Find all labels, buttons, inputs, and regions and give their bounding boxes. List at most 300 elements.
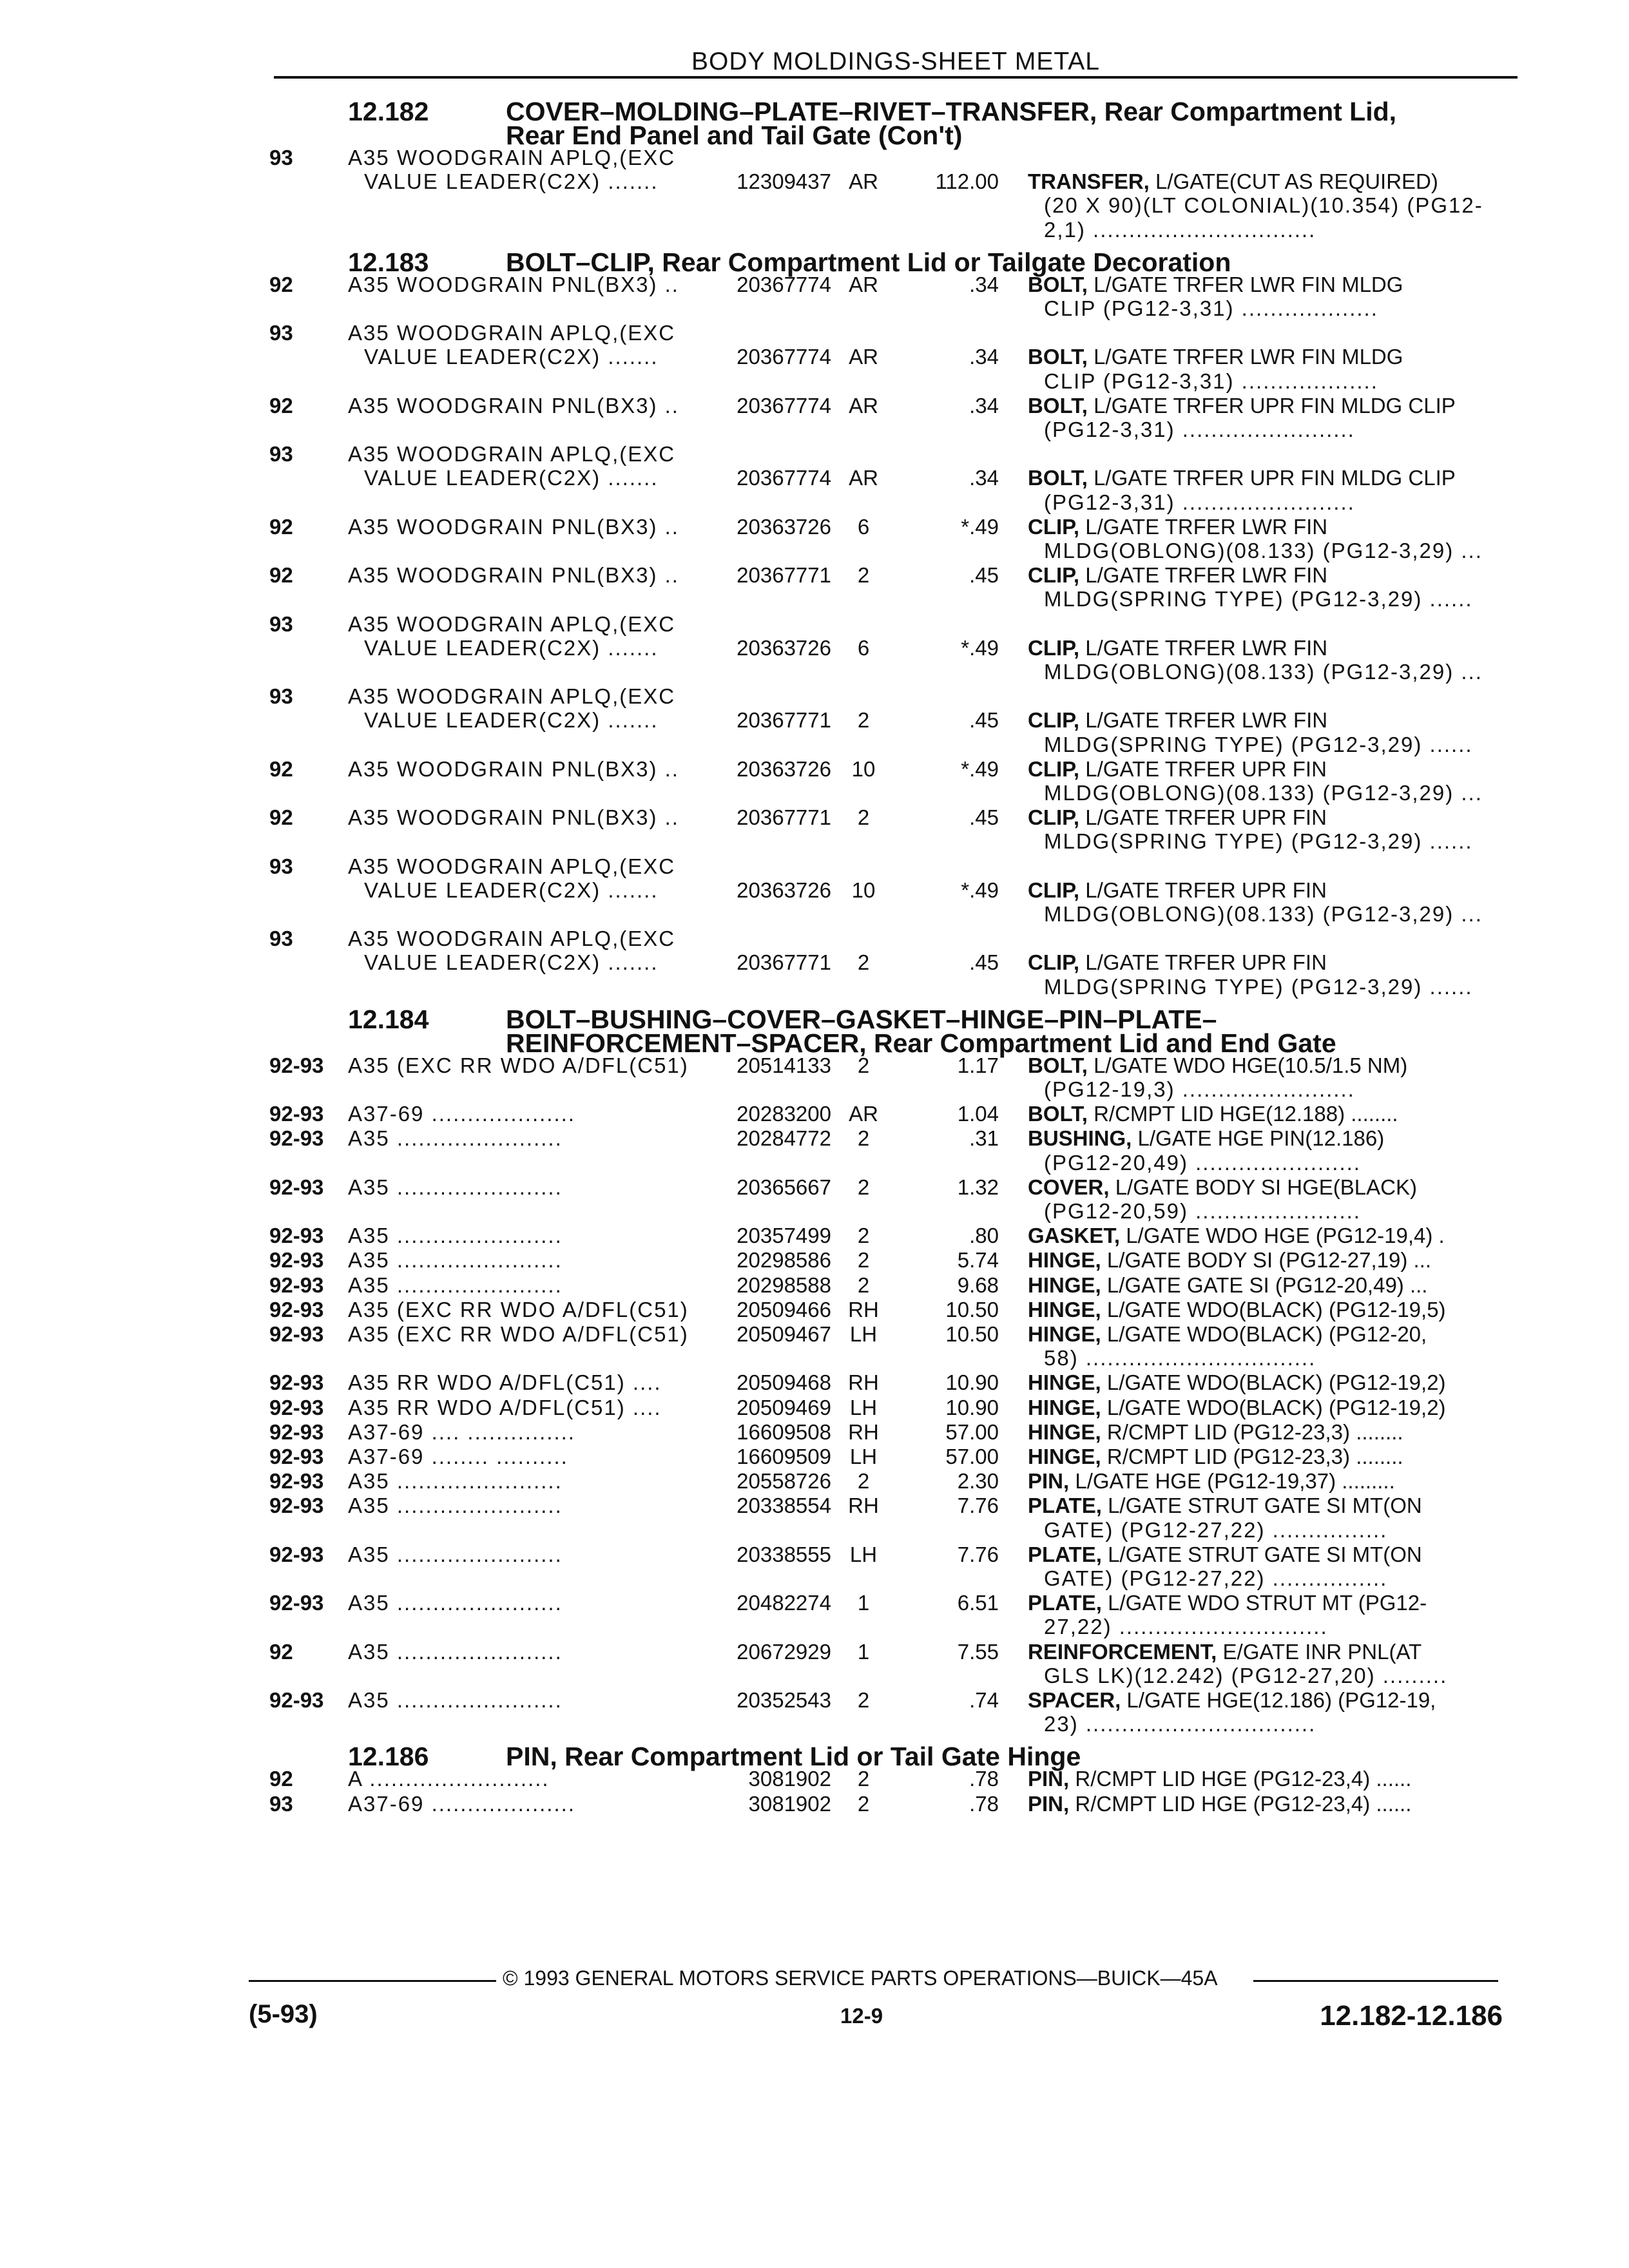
- model-year: 92-93: [269, 1273, 324, 1297]
- application: A35 WOODGRAIN APLQ,(EXC: [348, 321, 676, 345]
- part-number: 20509466: [737, 1297, 831, 1321]
- part-description: [1028, 1370, 1446, 1395]
- description-continuation: 2,1) ...............................: [1044, 217, 1316, 242]
- price: .45: [969, 950, 999, 975]
- parts-row: [0, 1053, 1629, 1101]
- row-line: [0, 1767, 1629, 1791]
- parts-row: [0, 684, 1629, 756]
- part-name: PIN,: [1028, 1469, 1070, 1494]
- price: .78: [969, 1767, 999, 1791]
- description-text: L/GATE HGE(12.186) (PG12-19,: [1126, 1688, 1436, 1712]
- part-description: [1028, 1767, 1411, 1791]
- part-name: CLIP,: [1028, 950, 1080, 975]
- part-description: [1028, 345, 1403, 369]
- description-text: L/GATE WDO HGE (PG12-19,4) .: [1126, 1224, 1445, 1248]
- application: A35 WOODGRAIN APLQ,(EXC: [348, 611, 676, 636]
- row-line: [0, 660, 1629, 684]
- section-title: COVER–MOLDING–PLATE–RIVET–TRANSFER, Rear Compartment Lid,: [506, 97, 1397, 126]
- description-text: L/GATE TRFER UPR FIN MLDG CLIP: [1094, 466, 1456, 490]
- description-text: L/GATE TRFER UPR FIN MLDG CLIP: [1094, 393, 1456, 418]
- model-year: 92: [269, 756, 293, 781]
- row-line: [0, 1053, 1629, 1078]
- part-number: 20367774: [737, 272, 831, 296]
- price: .34: [969, 393, 999, 418]
- part-description: [1028, 1445, 1403, 1469]
- model-year: 92-93: [269, 1688, 324, 1712]
- part-number: 20367774: [737, 345, 831, 369]
- part-description: [1028, 1494, 1422, 1518]
- page-header: BODY MOLDINGS-SHEET METAL: [691, 48, 1100, 75]
- row-line: [0, 1175, 1629, 1200]
- price: *.49: [961, 635, 999, 660]
- description-text: L/GATE TRFER UPR FIN: [1085, 878, 1327, 902]
- model-year: 92: [269, 1767, 293, 1791]
- part-name: CLIP,: [1028, 514, 1080, 539]
- price: .45: [969, 805, 999, 830]
- parts-row: [0, 1792, 1629, 1816]
- application: A35 .......................: [348, 1688, 563, 1712]
- description-text: L/GATE WDO(BLACK) (PG12-20,: [1106, 1322, 1427, 1346]
- model-year: 92-93: [269, 1102, 324, 1126]
- row-line: [0, 345, 1629, 369]
- part-name: HINGE,: [1028, 1370, 1101, 1395]
- model-year: 92-93: [269, 1445, 324, 1468]
- row-line: [0, 708, 1629, 733]
- application: A35 (EXC RR WDO A/DFL(C51): [348, 1322, 689, 1346]
- part-description: [1028, 950, 1327, 975]
- price: .74: [969, 1688, 999, 1712]
- part-number: 20298586: [737, 1248, 831, 1273]
- parts-row: [0, 1224, 1629, 1247]
- quantity: 2: [857, 1224, 870, 1248]
- parts-row: [0, 1767, 1629, 1791]
- part-description: [1028, 1053, 1407, 1078]
- row-line: [0, 193, 1629, 218]
- price: .45: [969, 708, 999, 733]
- description-text: L/GATE TRFER UPR FIN: [1085, 805, 1327, 830]
- part-name: GASKET,: [1028, 1224, 1121, 1248]
- description-text: L/GATE WDO STRUT MT (PG12-: [1108, 1591, 1427, 1615]
- price: *.49: [961, 756, 999, 781]
- parts-row: [0, 1469, 1629, 1493]
- application: A35 .......................: [348, 1542, 563, 1566]
- description-continuation: MLDG(SPRING TYPE) (PG12-3,29) ......: [1044, 974, 1473, 999]
- quantity: AR: [849, 1102, 878, 1126]
- row-line: [0, 805, 1629, 830]
- description-continuation: 23) ................................: [1044, 1712, 1316, 1736]
- row-line: [0, 1518, 1629, 1542]
- quantity: LH: [849, 1395, 878, 1419]
- part-name: HINGE,: [1028, 1445, 1101, 1468]
- row-line: [0, 1248, 1629, 1273]
- application: A35 RR WDO A/DFL(C51) ....: [348, 1395, 662, 1419]
- row-line: [0, 539, 1629, 563]
- application: A35 WOODGRAIN PNL(BX3) ..: [348, 272, 679, 296]
- model-year: 92-93: [269, 1297, 324, 1321]
- part-name: CLIP,: [1028, 635, 1080, 660]
- part-name: HINGE,: [1028, 1297, 1101, 1321]
- description-text: L/GATE TRFER LWR FIN MLDG: [1094, 345, 1403, 369]
- model-year: 92: [269, 393, 293, 418]
- part-number: 20365667: [737, 1175, 831, 1199]
- parts-row: [0, 1370, 1629, 1394]
- parts-row: [0, 321, 1629, 393]
- parts-row: [0, 563, 1629, 611]
- part-description: [1028, 878, 1327, 903]
- quantity: AR: [849, 466, 878, 490]
- price: 7.76: [957, 1494, 999, 1518]
- parts-row: [0, 1688, 1629, 1736]
- parts-row: [0, 1420, 1629, 1444]
- application: VALUE LEADER(C2X) .......: [364, 950, 659, 975]
- model-year: 92-93: [269, 1322, 324, 1346]
- quantity: AR: [849, 393, 878, 418]
- part-description: [1028, 1542, 1422, 1567]
- row-line: [0, 515, 1629, 539]
- part-name: BOLT,: [1028, 1053, 1088, 1077]
- part-name: HINGE,: [1028, 1419, 1101, 1444]
- quantity: 2: [857, 1273, 870, 1297]
- quantity: AR: [849, 272, 878, 296]
- quantity: 2: [857, 563, 870, 588]
- quantity: LH: [849, 1445, 878, 1468]
- row-line: [0, 218, 1629, 242]
- quantity: 2: [857, 1126, 870, 1151]
- row-line: [0, 829, 1629, 854]
- part-description: [1028, 273, 1403, 297]
- row-line: [0, 1420, 1629, 1445]
- quantity: 1: [857, 1639, 870, 1664]
- description-text: L/GATE HGE PIN(12.186): [1137, 1126, 1385, 1151]
- row-line: [0, 927, 1629, 951]
- part-name: TRANSFER,: [1028, 169, 1150, 194]
- application: A35 WOODGRAIN APLQ,(EXC: [348, 442, 676, 466]
- section-range: 12.182-12.186: [1320, 2000, 1503, 2032]
- row-line: [0, 975, 1629, 999]
- part-description: [1028, 1396, 1446, 1420]
- row-line: [0, 1199, 1629, 1224]
- row-line: [0, 757, 1629, 782]
- price: .34: [969, 345, 999, 369]
- parts-row: [0, 1102, 1629, 1126]
- application: A35 WOODGRAIN APLQ,(EXC: [348, 927, 676, 951]
- parts-row: [0, 1640, 1629, 1687]
- part-name: HINGE,: [1028, 1248, 1101, 1273]
- part-number: 20283200: [737, 1102, 831, 1126]
- parts-row: [0, 1494, 1629, 1541]
- copyright-notice: © 1993 GENERAL MOTORS SERVICE PARTS OPERATIONS—BUICK—45A: [503, 1966, 1218, 1990]
- row-line: [0, 1396, 1629, 1420]
- part-description: [1028, 805, 1327, 830]
- part-description: [1028, 1298, 1446, 1322]
- row-line: [0, 1494, 1629, 1518]
- part-description: [1028, 1420, 1403, 1445]
- model-year: 93: [269, 442, 293, 466]
- row-line: [0, 1346, 1629, 1370]
- section-title: BOLT–BUSHING–COVER–GASKET–HINGE–PIN–PLATE–: [506, 1004, 1217, 1034]
- application: VALUE LEADER(C2X) .......: [364, 635, 659, 660]
- row-line: [0, 1102, 1629, 1126]
- quantity: RH: [848, 1419, 879, 1444]
- quantity: 2: [857, 1053, 870, 1077]
- row-line: [0, 490, 1629, 515]
- part-name: BOLT,: [1028, 1102, 1088, 1126]
- part-description: [1028, 1273, 1427, 1298]
- quantity: 2: [857, 805, 870, 830]
- description-continuation: MLDG(OBLONG)(08.133) (PG12-3,29) ...: [1044, 538, 1483, 562]
- row-line: [0, 902, 1629, 927]
- description-continuation: (PG12-3,31) ........................: [1044, 490, 1355, 514]
- application: A35 .......................: [348, 1175, 563, 1199]
- parts-row: [0, 1591, 1629, 1639]
- part-description: [1028, 1126, 1384, 1151]
- description-text: L/GATE WDO(BLACK) (PG12-19,2): [1106, 1395, 1446, 1419]
- application: A37-69 ....................: [348, 1791, 575, 1816]
- part-number: 20367774: [737, 466, 831, 490]
- row-line: [0, 1469, 1629, 1494]
- section-number: 12.186: [348, 1742, 429, 1772]
- application: A35 WOODGRAIN APLQ,(EXC: [348, 146, 676, 169]
- description-continuation: MLDG(OBLONG)(08.133) (PG12-3,29) ...: [1044, 901, 1483, 926]
- parts-row: [0, 1273, 1629, 1297]
- parts-row: [0, 1248, 1629, 1272]
- row-line: [0, 466, 1629, 490]
- description-continuation: (PG12-20,59) .......................: [1044, 1198, 1361, 1223]
- description-text: L/GATE TRFER LWR FIN: [1085, 563, 1328, 588]
- description-text: R/CMPT LID (PG12-23,3) ........: [1106, 1445, 1403, 1468]
- description-continuation: 27,22) .............................: [1044, 1615, 1328, 1639]
- row-line: [0, 684, 1629, 709]
- section-title: BOLT–CLIP, Rear Compartment Lid or Tailgate Decoration: [506, 247, 1231, 277]
- part-description: [1028, 1175, 1417, 1200]
- description-text: L/GATE TRFER UPR FIN: [1085, 950, 1327, 975]
- quantity: 2: [857, 950, 870, 975]
- application: A35 WOODGRAIN APLQ,(EXC: [348, 854, 676, 878]
- description-text: L/GATE TRFER LWR FIN MLDG: [1094, 272, 1403, 296]
- price: .34: [969, 466, 999, 490]
- row-line: [0, 442, 1629, 466]
- part-name: BOLT,: [1028, 466, 1088, 490]
- row-line: [0, 1322, 1629, 1347]
- part-number: 20363726: [737, 514, 831, 539]
- part-number: 20363726: [737, 878, 831, 902]
- description-text: L/GATE(CUT AS REQUIRED): [1155, 169, 1438, 194]
- description-continuation: (PG12-20,49) .......................: [1044, 1150, 1361, 1175]
- quantity: RH: [848, 1297, 879, 1321]
- part-number: 20509468: [737, 1370, 831, 1395]
- price: 1.17: [957, 1053, 999, 1077]
- model-year: 92-93: [269, 1469, 324, 1494]
- row-line: [0, 878, 1629, 903]
- model-year: 93: [269, 146, 293, 169]
- part-number: 20509469: [737, 1395, 831, 1419]
- price: 2.30: [957, 1469, 999, 1494]
- model-year: 93: [269, 927, 293, 951]
- application: VALUE LEADER(C2X) .......: [364, 708, 659, 733]
- quantity: AR: [849, 169, 878, 194]
- parts-row: [0, 1298, 1629, 1321]
- part-name: HINGE,: [1028, 1395, 1101, 1419]
- quantity: 2: [857, 1791, 870, 1816]
- parts-row: [0, 1322, 1629, 1370]
- application: A35 WOODGRAIN PNL(BX3) ..: [348, 563, 679, 588]
- application: A35 WOODGRAIN PNL(BX3) ..: [348, 514, 679, 539]
- description-text: R/CMPT LID (PG12-23,3) ........: [1106, 1419, 1403, 1444]
- section-number: 12.184: [348, 1004, 429, 1034]
- part-number: 20672929: [737, 1639, 831, 1664]
- description-continuation: MLDG(SPRING TYPE) (PG12-3,29) ......: [1044, 732, 1473, 756]
- part-number: 20367771: [737, 708, 831, 733]
- revision-date: (5-93): [249, 2000, 318, 2028]
- description-text: R/CMPT LID HGE (PG12-23,4) ......: [1075, 1767, 1412, 1791]
- part-description: [1028, 1640, 1422, 1664]
- model-year: 92: [269, 805, 293, 830]
- quantity: LH: [849, 1542, 878, 1566]
- row-line: [0, 563, 1629, 588]
- part-number: 20509467: [737, 1322, 831, 1346]
- model-year: 92: [269, 272, 293, 296]
- parts-row: [0, 515, 1629, 562]
- description-text: L/GATE WDO HGE(10.5/1.5 NM): [1094, 1053, 1408, 1077]
- row-line: [0, 1370, 1629, 1395]
- part-name: PLATE,: [1028, 1494, 1102, 1518]
- application: A35 .......................: [348, 1469, 563, 1494]
- row-line: [0, 1126, 1629, 1151]
- description-continuation: (PG12-3,31) ........................: [1044, 417, 1355, 441]
- application: A35 .......................: [348, 1273, 563, 1297]
- parts-row: [0, 757, 1629, 805]
- row-line: [0, 369, 1629, 394]
- parts-row: [0, 1396, 1629, 1419]
- model-year: 92-93: [269, 1591, 324, 1615]
- price: 7.76: [957, 1542, 999, 1566]
- part-number: 16609508: [737, 1419, 831, 1444]
- part-name: SPACER,: [1028, 1688, 1121, 1712]
- model-year: 92-93: [269, 1248, 324, 1273]
- row-line: [0, 1712, 1629, 1736]
- parts-row: [0, 1445, 1629, 1468]
- model-year: 93: [269, 684, 293, 709]
- part-name: COVER,: [1028, 1175, 1110, 1199]
- parts-row: [0, 146, 1629, 242]
- row-line: [0, 854, 1629, 879]
- quantity: AR: [849, 345, 878, 369]
- part-description: [1028, 1792, 1411, 1816]
- parts-row: [0, 1542, 1629, 1590]
- part-number: 20338555: [737, 1542, 831, 1566]
- description-continuation: MLDG(SPRING TYPE) (PG12-3,29) ......: [1044, 587, 1473, 611]
- part-name: CLIP,: [1028, 756, 1080, 781]
- part-name: BOLT,: [1028, 393, 1088, 418]
- quantity: 10: [851, 756, 876, 781]
- footer-rule-left: [249, 1980, 496, 1982]
- row-line: [0, 1664, 1629, 1688]
- price: *.49: [961, 514, 999, 539]
- model-year: 92: [269, 563, 293, 588]
- part-name: CLIP,: [1028, 708, 1080, 733]
- row-line: [0, 146, 1629, 170]
- row-line: [0, 321, 1629, 345]
- row-line: [0, 169, 1629, 194]
- description-text: L/GATE TRFER LWR FIN: [1085, 708, 1328, 733]
- row-line: [0, 636, 1629, 660]
- row-line: [0, 1273, 1629, 1298]
- part-number: 20558726: [737, 1469, 831, 1494]
- part-name: CLIP,: [1028, 805, 1080, 830]
- price: 7.55: [957, 1639, 999, 1664]
- section-number: 12.183: [348, 247, 429, 277]
- description-text: L/GATE TRFER LWR FIN: [1085, 635, 1328, 660]
- description-continuation: MLDG(OBLONG)(08.133) (PG12-3,29) ...: [1044, 780, 1483, 805]
- application: A35 WOODGRAIN PNL(BX3) ..: [348, 393, 679, 418]
- application: A35 .......................: [348, 1224, 563, 1248]
- model-year: 92-93: [269, 1494, 324, 1518]
- part-number: 3081902: [748, 1767, 831, 1791]
- application: VALUE LEADER(C2X) .......: [364, 466, 659, 490]
- price: 1.32: [957, 1175, 999, 1199]
- application: A37-69 ....................: [348, 1102, 575, 1126]
- part-number: 12309437: [737, 169, 831, 194]
- description-continuation: (20 X 90)(LT COLONIAL)(10.354) (PG12-: [1044, 193, 1483, 218]
- quantity: 1: [857, 1591, 870, 1615]
- part-description: [1028, 466, 1456, 490]
- price: .78: [969, 1791, 999, 1816]
- application: A35 .......................: [348, 1639, 563, 1664]
- part-number: 20363726: [737, 756, 831, 781]
- part-number: 20298588: [737, 1273, 831, 1297]
- part-name: BOLT,: [1028, 272, 1088, 296]
- part-description: [1028, 1688, 1436, 1713]
- row-line: [0, 1077, 1629, 1102]
- part-name: HINGE,: [1028, 1273, 1101, 1297]
- price: 57.00: [945, 1419, 999, 1444]
- description-text: L/GATE STRUT GATE SI MT(ON: [1108, 1542, 1422, 1566]
- description-continuation: (PG12-19,3) ........................: [1044, 1077, 1355, 1101]
- part-description: [1028, 394, 1456, 418]
- quantity: 2: [857, 1248, 870, 1273]
- part-description: [1028, 169, 1438, 194]
- model-year: 92-93: [269, 1224, 324, 1248]
- application: A35 .......................: [348, 1248, 563, 1273]
- price: 10.90: [945, 1395, 999, 1419]
- section-number: 12.182: [348, 97, 429, 126]
- parts-row: [0, 394, 1629, 441]
- part-description: [1028, 1469, 1395, 1494]
- quantity: RH: [848, 1370, 879, 1395]
- application: A35 RR WDO A/DFL(C51) ....: [348, 1370, 662, 1395]
- application: A .........................: [348, 1767, 550, 1791]
- quantity: 6: [857, 635, 870, 660]
- model-year: 92-93: [269, 1175, 324, 1199]
- part-name: CLIP,: [1028, 563, 1080, 588]
- price: 1.04: [957, 1102, 999, 1126]
- model-year: 92-93: [269, 1419, 324, 1444]
- row-line: [0, 1615, 1629, 1639]
- description-continuation: GATE) (PG12-27,22) ................: [1044, 1566, 1388, 1590]
- description-text: L/GATE STRUT GATE SI MT(ON: [1108, 1494, 1422, 1518]
- quantity: 10: [851, 878, 876, 902]
- part-number: 20352543: [737, 1688, 831, 1712]
- section-title: PIN, Rear Compartment Lid or Tail Gate Hinge: [506, 1742, 1081, 1772]
- quantity: LH: [849, 1322, 878, 1346]
- price: 10.50: [945, 1322, 999, 1346]
- quantity: 2: [857, 1688, 870, 1712]
- part-number: 20482274: [737, 1591, 831, 1615]
- part-number: 16609509: [737, 1445, 831, 1468]
- price: 9.68: [957, 1273, 999, 1297]
- row-line: [0, 1688, 1629, 1713]
- application: A35 WOODGRAIN PNL(BX3) ..: [348, 805, 679, 830]
